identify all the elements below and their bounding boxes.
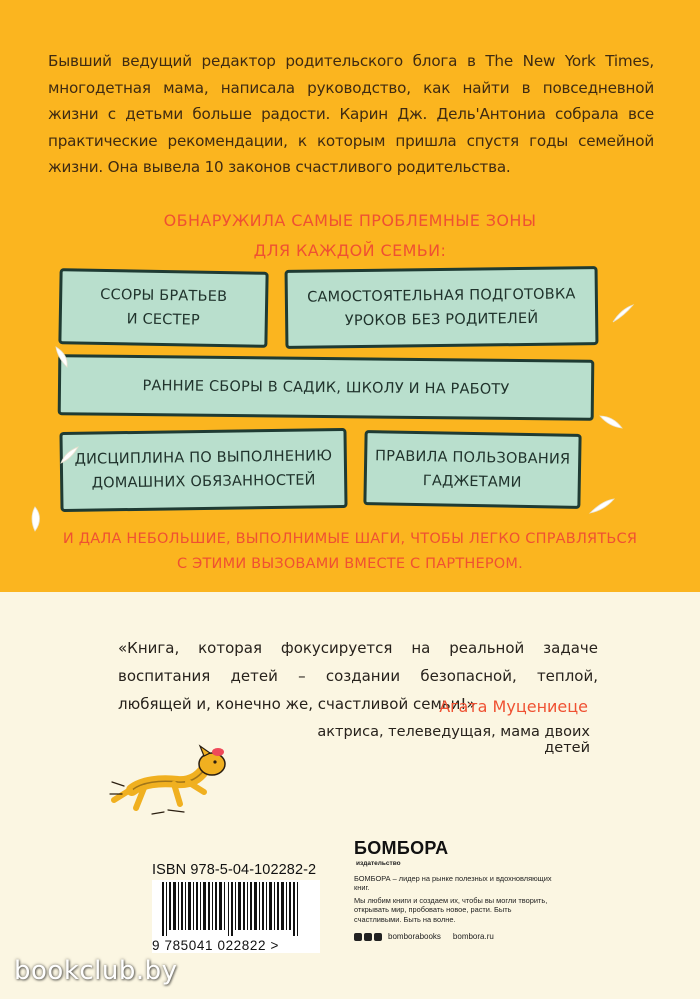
publisher-tagline: БОМБОРА – лидер на рынке полезных и вдохновляющих книг. [354,874,552,893]
dog-illustration-icon [108,742,248,822]
card-line: ГАДЖЕТАМИ [422,472,522,491]
closing-note-line-1: И ДАЛА НЕБОЛЬШИЕ, ВЫПОЛНИМЫЕ ШАГИ, ЧТОБЫ ЛЕГКО СПРАВЛЯТЬСЯ [62,531,638,547]
problem-card-mornings [58,354,595,421]
card-line: ПРАВИЛА ПОЛЬЗОВАНИЯ [374,447,571,468]
card-line: ДИСЦИПЛИНА ПО ВЫПОЛНЕНИЮ [74,448,333,468]
feather-icon [598,412,624,432]
watermark: bookclub.by [14,956,178,986]
barcode-digits: 9 785041 022822 > [152,937,320,953]
card-line: РАННИЕ СБОРЫ В САДИК, ШКОЛУ И НА РАБОТУ [142,377,510,398]
quote-author-role: актриса, телеведущая, мама двоих детей [317,724,590,756]
quote-author: Агата Муцениеце [439,697,588,716]
facebook-icon [364,933,372,941]
section-heading-line-1: ОБНАРУЖИЛА САМЫЕ ПРОБЛЕМНЫЕ ЗОНЫ [163,211,537,230]
card-line: И СЕСТЕР [126,311,201,329]
instagram-icon [374,933,382,941]
problem-card-chores [59,428,347,512]
feather-icon [26,505,44,533]
isbn-label: ISBN 978-5-04-102282-2 [152,862,317,878]
publisher-description [354,874,559,927]
vk-icon [354,933,362,941]
feather-icon [52,344,72,370]
feather-icon [588,495,616,517]
intro-text: Бывший ведущий редактор родительского блога в The New York Times, многодетная мама, написала руководство, как найти в повседневной жизни с детьми больше радости. Карин Дж. Дель'Антониа собрала все практические рекомендации, к которым пришла спустя годы семейной жизни. Она вывела 10 законов счастливого родительства. [48,52,654,176]
closing-note-line-2: С ЭТИМИ ВЫЗОВАМИ ВМЕСТЕ С ПАРТНЕРОМ. [177,556,523,572]
card-line: ССОРЫ БРАТЬЕВ [100,286,228,306]
problem-card-siblings [58,268,268,348]
problem-card-homework [285,266,599,349]
card-line: УРОКОВ БЕЗ РОДИТЕЛЕЙ [344,310,539,329]
problem-card-gadgets [363,430,581,509]
section-heading-line-2: ДЛЯ КАЖДОЙ СЕМЬИ: [253,241,447,260]
social-handle: bomborabooks [388,932,441,941]
publisher-social [354,932,494,941]
publisher-about: Мы любим книги и создаем их, чтобы вы могли творить, открывать мир, пробовать новое, расти. Быть счастливыми. Быть на волне. [354,895,548,924]
publisher-logo: БОМБОРА [354,838,449,858]
publisher-website: bombora.ru [452,932,494,941]
feather-icon [610,302,636,326]
card-line: ДОМАШНИХ ОБЯЗАННОСТЕЙ [91,472,316,492]
barcode-bars-icon [152,880,320,936]
review-quote: «Книга, которая фокусируется на реальной задаче воспитания детей – создании безопасной, теплой, любящей и, конечно же, счастливой семьи!» [118,639,598,713]
card-line: САМОСТОЯТЕЛЬНАЯ ПОДГОТОВКА [307,285,576,306]
feather-icon [58,444,80,466]
publisher-subtitle: издательство [356,860,401,867]
